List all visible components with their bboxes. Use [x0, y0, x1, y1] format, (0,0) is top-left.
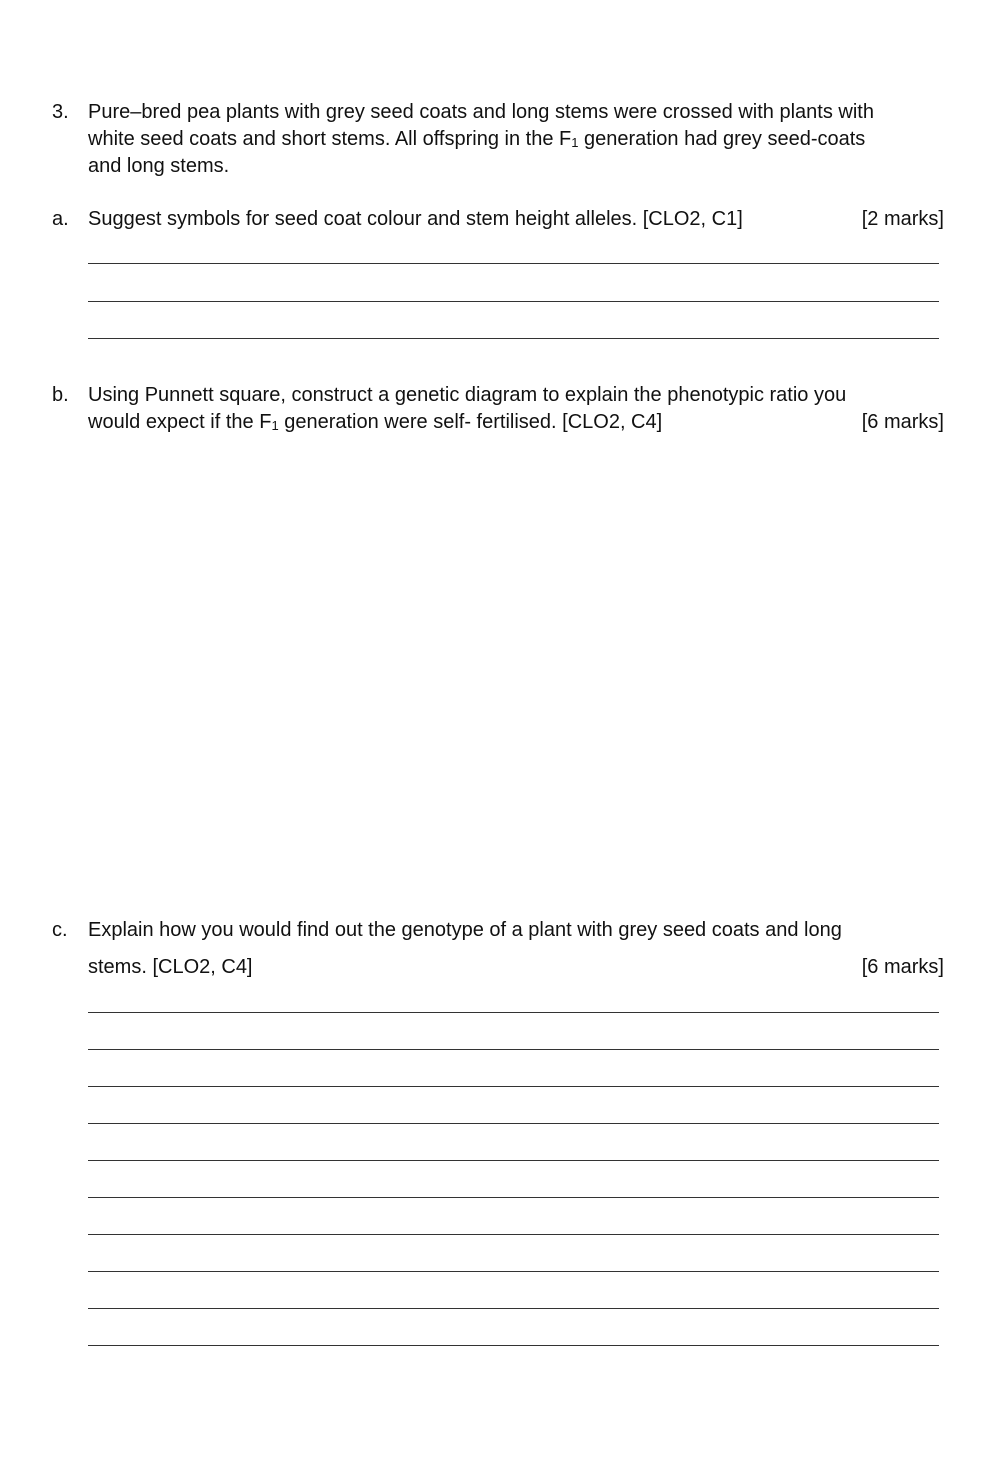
part-b-answer-area[interactable]	[88, 450, 939, 890]
part-a-marks: [2 marks]	[861, 208, 944, 230]
part-b-line-2-text: would expect if the F	[88, 411, 272, 433]
f1-subscript: 1	[271, 418, 279, 433]
answer-line-c-10[interactable]	[88, 1345, 939, 1346]
part-a-text: Suggest symbols for seed coat colour and stem height alleles. [CLO2, C1]	[88, 208, 743, 230]
answer-line-c-4[interactable]	[88, 1123, 939, 1124]
answer-line-c-5[interactable]	[88, 1160, 939, 1161]
answer-line-c-2[interactable]	[88, 1049, 939, 1050]
answer-line-a-1[interactable]	[88, 263, 939, 264]
answer-line-c-8[interactable]	[88, 1271, 939, 1272]
question-stem-line-1: Pure–bred pea plants with grey seed coats and long stems were crossed with plants with	[88, 101, 874, 123]
part-c-line-1: Explain how you would find out the genotype of a plant with grey seed coats and long	[88, 919, 842, 941]
stem-line-2-rest: generation had grey seed-coats	[578, 128, 866, 150]
answer-line-a-2[interactable]	[88, 301, 939, 302]
part-b-line-1: Using Punnett square, construct a genetic diagram to explain the phenotypic ratio you	[88, 384, 847, 406]
part-c-marks: [6 marks]	[861, 956, 944, 978]
f1-subscript: 1	[571, 135, 579, 150]
answer-line-c-3[interactable]	[88, 1086, 939, 1087]
answer-line-c-1[interactable]	[88, 1012, 939, 1013]
part-b-line-2-rest: generation were self- fertilised. [CLO2, C4]	[278, 411, 663, 433]
question-stem-line-2	[88, 126, 865, 152]
answer-line-a-3[interactable]	[88, 338, 939, 339]
stem-line-2-text: white seed coats and short stems. All offspring in the F	[88, 128, 572, 150]
question-stem-line-3: and long stems.	[88, 155, 230, 177]
part-b-marks: [6 marks]	[861, 411, 944, 433]
part-a-label: a.	[52, 208, 69, 230]
question-number: 3.	[52, 101, 69, 123]
part-c-label: c.	[52, 919, 68, 941]
answer-line-c-7[interactable]	[88, 1234, 939, 1235]
part-c-line-2: stems. [CLO2, C4]	[88, 956, 253, 978]
answer-line-c-6[interactable]	[88, 1197, 939, 1198]
part-b-line-2	[88, 409, 662, 435]
answer-line-c-9[interactable]	[88, 1308, 939, 1309]
part-b-label: b.	[52, 384, 69, 406]
